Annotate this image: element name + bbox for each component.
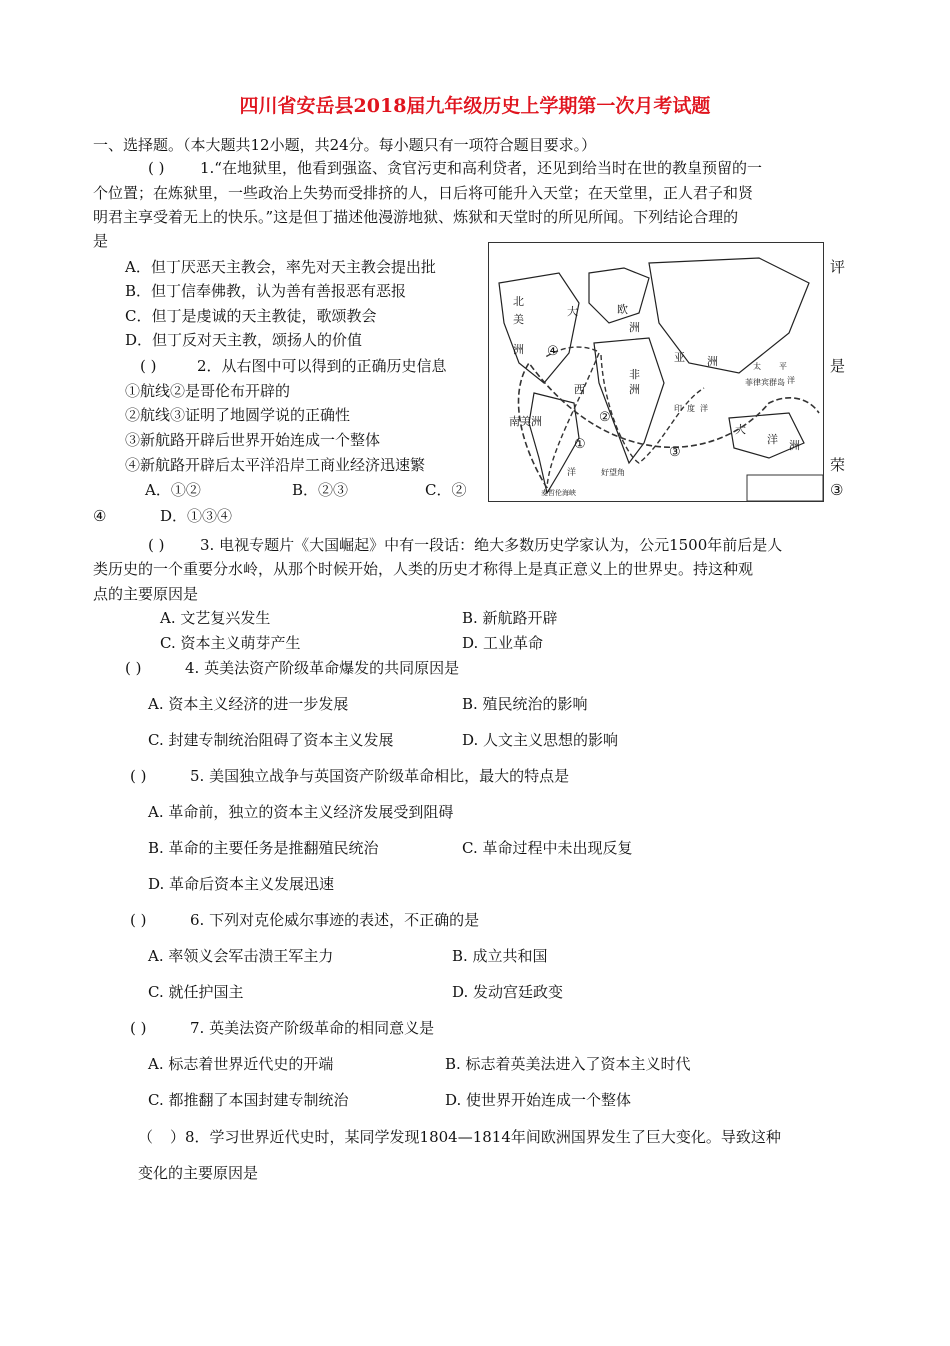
new-route-map [488, 242, 824, 502]
route-marker-2: ② [599, 410, 611, 425]
africa-shape [594, 338, 664, 463]
map-label-ping: 平 [779, 362, 787, 371]
map-label-philippines: 菲律宾群岛 [745, 378, 785, 387]
section-heading: 一、选择题。（本大题共12小题，共24分。每小题只有一项符合题目要求。） [93, 136, 597, 154]
q8-line2: 变化的主要原因是 [138, 1164, 259, 1182]
q7-option-d[interactable]: D. 使世界开始连成一个整体 [445, 1091, 632, 1109]
q3-option-d[interactable]: D. 工业革命 [462, 634, 544, 652]
q3-line1: 3. 电视专题片《大国崛起》中有一段话：绝大多数历史学家认为，公元1500年前后是人 [200, 536, 783, 554]
q2-stem-tail: 是 [830, 357, 846, 375]
q2-option-c-wrap: ④ [93, 507, 107, 525]
q7-option-c[interactable]: C. 都推翻了本国封建专制统治 [148, 1091, 349, 1109]
q2-statement-1: ①航线②是哥伦布开辟的 [125, 382, 291, 400]
q7-stem: 7. 英美法资产阶级革命的相同意义是 [190, 1019, 435, 1037]
map-label-da-oc: 大 [735, 423, 746, 436]
map-label-du: 度 [687, 404, 695, 413]
map-label-magellan: 麦哲伦海峡 [541, 489, 576, 497]
q3-option-c[interactable]: C. 资本主义萌芽产生 [160, 634, 301, 652]
map-label-yin: 印 [674, 404, 682, 413]
q2-statement-4: ④新航路开辟后太平洋沿岸工商业经济迅速繁 [125, 456, 426, 474]
q6-option-b[interactable]: B. 成立共和国 [452, 947, 548, 965]
q7-option-a[interactable]: A. 标志着世界近代史的开端 [148, 1055, 334, 1073]
q3-line3: 点的主要原因是 [93, 585, 199, 603]
q5-blank[interactable]: ( ) [130, 767, 147, 785]
q1-option-a[interactable]: A．但丁厌恶天主教会，率先对天主教会提出批 [125, 258, 436, 276]
q1-option-b[interactable]: B．但丁信奉佛教，认为善有善报恶有恶报 [125, 282, 407, 300]
map-label-yang-in: 洋 [700, 404, 708, 413]
q2-blank[interactable]: ( ) [140, 357, 157, 375]
north-america-shape [499, 273, 579, 383]
map-label-america: 美 [513, 313, 524, 326]
q4-option-a[interactable]: A. 资本主义经济的进一步发展 [148, 695, 349, 713]
q2-option-b[interactable]: B．②③ [292, 481, 349, 499]
q4-option-d[interactable]: D. 人文主义思想的影响 [462, 731, 619, 749]
map-label-da: 大 [567, 305, 578, 318]
map-label-africa: 非 [629, 368, 640, 381]
q4-option-b[interactable]: B. 殖民统治的影响 [462, 695, 588, 713]
map-label-yang: 洋 [787, 376, 795, 385]
q1-line3: 明君主享受着无上的快乐。”这是但丁描述他漫游地狱、炼狱和天堂时的所见所闻。下列结论合理的 [93, 208, 739, 226]
q3-line2: 类历史的一个重要分水岭，从那个时候开始，人类的历史才称得上是真正意义上的世界史。持这种观 [93, 560, 754, 578]
q3-option-b[interactable]: B. 新航路开辟 [462, 609, 558, 627]
map-label-zhou-asia: 洲 [707, 355, 718, 368]
q6-option-c[interactable]: C. 就任护国主 [148, 983, 244, 1001]
q2-option-d[interactable]: D．①③④ [160, 507, 233, 525]
q6-option-a[interactable]: A. 率领义会军击溃王军主力 [148, 947, 334, 965]
q2-stem: 2．从右图中可以得到的正确历史信息 [197, 357, 447, 375]
q5-stem: 5. 美国独立战争与英国资产阶级革命相比，最大的特点是 [190, 767, 570, 785]
q2-option-c-tail: ③ [830, 481, 844, 499]
map-label-yang-oc: 洋 [767, 433, 778, 446]
q5-option-c[interactable]: C. 革命过程中未出现反复 [462, 839, 633, 857]
map-label-xi: 西 [574, 383, 585, 396]
q1-option-d[interactable]: D．但丁反对天主教，颂扬人的价值 [125, 331, 363, 349]
map-label-tai: 太 [753, 362, 761, 371]
q2-option-a[interactable]: A．①② [145, 481, 201, 499]
q6-blank[interactable]: ( ) [130, 911, 147, 929]
q2-statement-3: ③新航路开辟后世界开始连成一个整体 [125, 431, 381, 449]
map-label-zhou-oc: 洲 [789, 439, 800, 452]
map-label-north: 北 [513, 295, 524, 308]
q7-blank[interactable]: ( ) [130, 1019, 147, 1037]
q1-blank[interactable]: ( ) [148, 159, 165, 177]
page-title: 四川省安岳县2018届九年级历史上学期第一次月考试题 [239, 95, 711, 117]
route-marker-3: ③ [669, 445, 681, 460]
q4-stem: 4. 英美法资产阶级革命爆发的共同原因是 [185, 659, 460, 677]
q5-option-b[interactable]: B. 革命的主要任务是推翻殖民统治 [148, 839, 379, 857]
q2-statement-4-tail: 荣 [830, 456, 846, 474]
q6-stem: 6. 下列对克伦威尔事迹的表述，不正确的是 [190, 911, 480, 929]
q2-statement-2: ②航线③证明了地圆学说的正确性 [125, 406, 351, 424]
q3-blank[interactable]: ( ) [148, 536, 165, 554]
q5-option-d[interactable]: D. 革命后资本主义发展迅速 [148, 875, 335, 893]
q7-option-b[interactable]: B. 标志着英美法进入了资本主义时代 [445, 1055, 691, 1073]
map-label-zhou-na: 洲 [513, 343, 524, 356]
q1-option-c[interactable]: C．但丁是虔诚的天主教徒，歌颂教会 [125, 307, 377, 325]
map-label-yang-at: 洋 [567, 468, 577, 478]
q4-option-c[interactable]: C. 封建专制统治阻碍了资本主义发展 [148, 731, 394, 749]
q5-option-a[interactable]: A. 革命前，独立的资本主义经济发展受到阻碍 [148, 803, 454, 821]
route-marker-4: ④ [547, 344, 559, 359]
q4-blank[interactable]: ( ) [125, 659, 142, 677]
q8-paren[interactable]: （ [138, 1128, 154, 1146]
q8-line1: ）8．学习世界近代史时，某同学发现1804—1814年间欧洲国界发生了巨大变化。导致这种 [170, 1128, 781, 1146]
map-label-cape: 好望角 [601, 468, 625, 477]
q1-line4: 是 [93, 232, 109, 250]
q1-line2: 个位置；在炼狱里，一些政治上失势而受排挤的人，日后将可能升入天堂；在天堂里，正人君子和贤 [93, 184, 754, 202]
q6-option-d[interactable]: D. 发动宫廷政变 [452, 983, 564, 1001]
map-label-asia: 亚 [674, 351, 685, 364]
asia-shape [649, 258, 809, 373]
world-map-svg [489, 243, 823, 501]
map-label-europe: 欧 [617, 303, 628, 316]
q1-line1: 1.“在地狱里，他看到强盗、贪官污吏和高利贷者，还见到给当时在世的教皇预留的一 [200, 159, 762, 177]
map-label-zhou-af: 洲 [629, 383, 640, 396]
map-label-south-america: 南美洲 [509, 415, 542, 428]
route-marker-1: ① [574, 437, 586, 452]
map-inset-box [747, 475, 823, 501]
q1-option-a-tail: 评 [830, 258, 846, 276]
q3-option-a[interactable]: A. 文艺复兴发生 [160, 609, 271, 627]
q2-option-c[interactable]: C．② [425, 481, 467, 499]
map-label-zhou-eu: 洲 [629, 321, 640, 334]
